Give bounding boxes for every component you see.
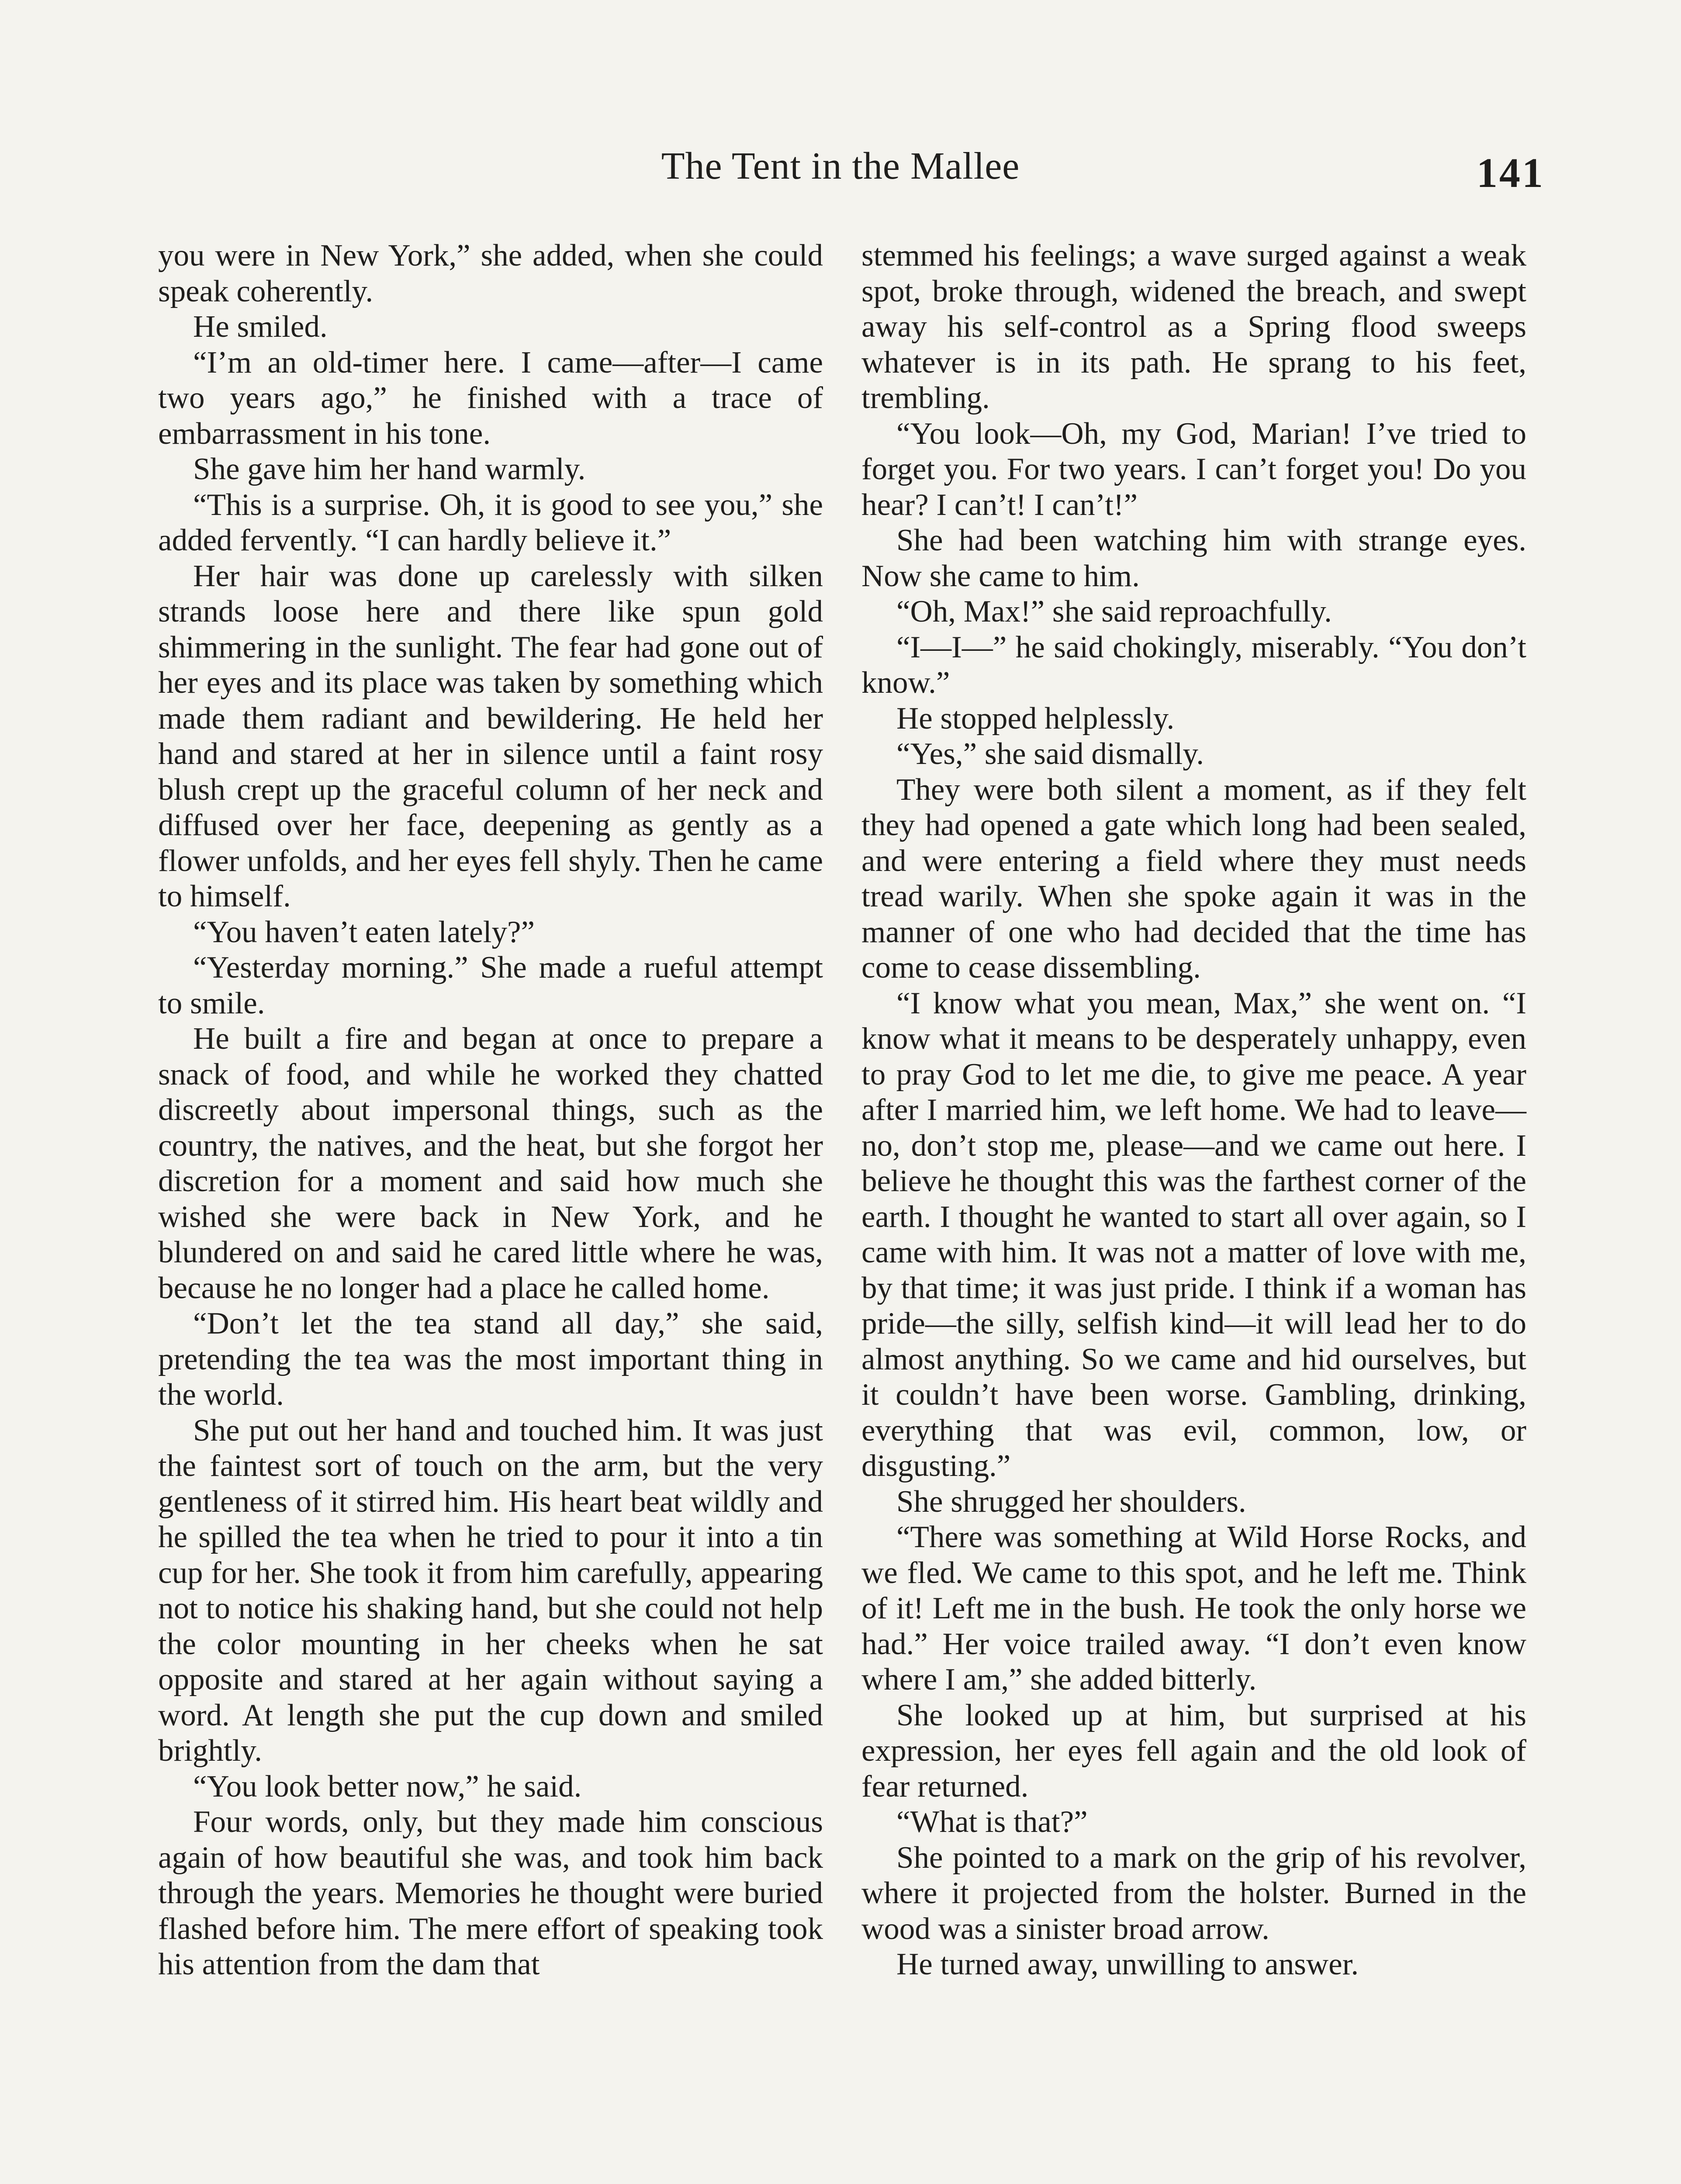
paragraph: She had been watching him with strange eyes. Now she came to him. (861, 523, 1526, 593)
paragraph: “Don’t let the tea stand all day,” she said, pretending the tea was the most important thing in the world. (158, 1306, 823, 1412)
paragraph: “You look—Oh, my God, Marian! I’ve tried to forget you. For two years. I can’t forget you! Do you hear? I can’t! I can’t!” (861, 416, 1526, 522)
paragraph: She pointed to a mark on the grip of his revolver, where it projected from the holster. Burned in the wood was a sinister broad arrow. (861, 1840, 1526, 1946)
paragraph: stemmed his feelings; a wave surged against a weak spot, broke through, widened the breach, and swept away his self-control as a Spring flood sweeps whatever is in its path. He sprang to his feet, trembling. (861, 238, 1526, 415)
paragraph: She put out her hand and touched him. It was just the faintest sort of touch on the arm, but the very gentleness of it stirred him. His heart beat wildly and he spilled the tea when he tried to pour it into a tin cup for her. She took it from him carefully, appearing not to notice his shaking hand, but she could not help the color mounting in her cheeks when he sat opposite and stared at her again without saying a word. At length she put the cup down and smiled brightly. (158, 1413, 823, 1768)
paragraph: Her hair was done up carelessly with silken strands loose here and there like spun gold shimmering in the sunlight. The fear had gone out of her eyes and its place was taken by something which made them radiant and bewildering. He held her hand and stared at her in silence until a faint rosy blush crept up the graceful column of her neck and diffused over her face, deepening as gently as a flower unfolds, and her eyes fell shyly. Then he came to himself. (158, 559, 823, 913)
right-column (861, 238, 1526, 1983)
paragraph: “Yesterday morning.” She made a rueful attempt to smile. (158, 950, 823, 1020)
left-column (158, 238, 823, 1983)
paragraph: “Yes,” she said dismally. (896, 737, 1204, 771)
running-title: The Tent in the Mallee (661, 145, 1020, 187)
paragraph: “What is that?” (896, 1805, 1088, 1839)
paragraph: He turned away, unwilling to answer. (896, 1947, 1359, 1981)
paragraph: “You look better now,” he said. (193, 1769, 582, 1804)
paragraph: “You haven’t eaten lately?” (193, 915, 535, 949)
paragraph: She looked up at him, but surprised at his expression, her eyes fell again and the old look of fear returned. (861, 1698, 1526, 1804)
paragraph: “Oh, Max!” she said reproachfully. (896, 594, 1332, 629)
paragraph: She gave him her hand warmly. (193, 452, 586, 486)
paragraph: Four words, only, but they made him conscious again of how beautiful she was, and took him back through the years. Memories he thought were buried flashed before him. The mere effort of speaking took his attention from the dam that (158, 1805, 823, 1981)
paragraph: “I’m an old-timer here. I came—after—I came two years ago,” he finished with a trace of embarrassment in his tone. (158, 345, 823, 451)
paragraph: “This is a surprise. Oh, it is good to see you,” she added fervently. “I can hardly believe it.” (158, 487, 823, 557)
paragraph: He smiled. (193, 310, 328, 344)
paragraph: “I know what you mean, Max,” she went on. “I know what it means to be desperately unhappy, even to pray God to let me die, to give me peace. A year after I married him, we left home. We had to leave—no, don’t stop me, please—and we came out here. I believe he thought this was the farthest corner of the earth. I thought he wanted to start all over again, so I came with him. It was not a matter of love with me, by that time; it was just pride. I think if a woman has pride—the silly, selfish kind—it will lead her to do almost anything. So we came and hid ourselves, but it couldn’t have been worse. Gambling, drinking, everything that was evil, common, low, or disgusting.” (861, 986, 1526, 1483)
paragraph: “I—I—” he said chokingly, miserably. “You don’t know.” (861, 630, 1526, 700)
paragraph: “There was something at Wild Horse Rocks, and we fled. We came to this spot, and he left me. Think of it! Left me in the bush. He took the only horse we had.” Her voice trailed away. “I don’t even know where I am,” she added bitterly. (861, 1520, 1526, 1697)
paragraph: He stopped helplessly. (896, 701, 1175, 736)
page-number: 141 (1477, 149, 1545, 196)
paragraph: He built a fire and began at once to prepare a snack of food, and while he worked they chatted discreetly about impersonal things, such as the country, the natives, and the heat, but she forgot her discretion for a moment and said how much she wished she were back in New York, and he blundered on and said he cared little where he was, because he no longer had a place he called home. (158, 1022, 823, 1305)
paragraph: They were both silent a moment, as if they felt they had opened a gate which long had been sealed, and were entering a field where they must needs tread warily. When she spoke again it was in the manner of one who had decided that the time has come to cease dissembling. (861, 772, 1526, 985)
paragraph: you were in New York,” she added, when she could speak coherently. (158, 238, 823, 308)
paragraph: She shrugged her shoulders. (896, 1484, 1246, 1519)
